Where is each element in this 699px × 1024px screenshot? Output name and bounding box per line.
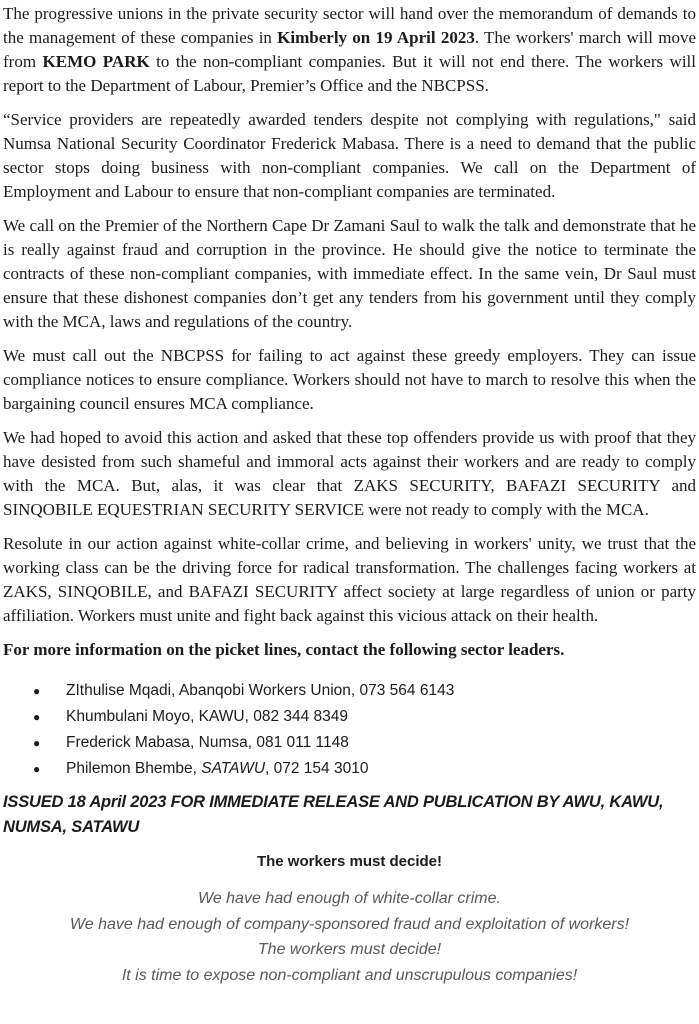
body-paragraph-5: We had hoped to avoid this action and asked that these top offenders provide us with proof that they have desisted from such shameful and immoral acts against their workers and are ready to comply with the MCA. But, alas, it was clear that ZAKS SECURITY, BAFAZI SECURITY and SINQOBILE EQUESTRIAN SECURITY SERVICE were not ready to comply with the MCA. — [3, 428, 696, 519]
bullet-icon: ● — [33, 736, 41, 750]
contact-item-4 — [3, 758, 696, 780]
contact-heading: For more information on the picket lines, contact the following sector leaders. — [3, 640, 565, 659]
contact-item-1 — [3, 680, 696, 702]
slogan-line-4: It is time to expose non-compliant and unscrupulous companies! — [121, 966, 578, 984]
body-paragraph-2: “Service providers are repeatedly awarded tenders despite not complying with regulations," said Numsa National Security Coordinator Frederick Mabasa. There is a need to demand that the public sector stops doing business with non-compliant companies. We call on the Department of Employment and Labour to ensure that non-compliant companies are terminated. — [3, 110, 696, 201]
contact-item-text: ZIthulise Mqadi, Abanqobi Workers Union, 073 564 6143 — [66, 682, 455, 699]
contact-item-text: Frederick Mabasa, Numsa, 081 011 1148 — [66, 734, 349, 751]
slogan-line-3: The workers must decide! — [257, 941, 442, 958]
contact-item-2 — [3, 706, 696, 728]
contact-item-3 — [3, 732, 696, 754]
contact-item-text: Khumbulani Moyo, KAWU, 082 344 8349 — [66, 708, 349, 725]
body-paragraph-6: Resolute in our action against white-collar crime, and believing in workers' unity, we trust that the working class can be the driving force for radical transformation. The challenges facing workers at ZAKS, SINQOBILE, and BAFAZI SECURITY affect society at large regardless of union or party affiliation. Workers must unite and fight back against this vicious attack on their health. — [3, 534, 696, 625]
bullet-icon: ● — [33, 684, 41, 698]
issued-statement: ISSUED 18 April 2023 FOR IMMEDIATE RELEASE AND PUBLICATION BY AWU, KAWU, NUMSA, SATAWU — [3, 793, 664, 836]
contact-item-text: Philemon Bhembe, SATAWU, 072 154 3010 — [66, 760, 369, 777]
slogan-line-1: We have had enough of white-collar crime. — [198, 890, 501, 907]
bullet-icon: ● — [33, 710, 41, 724]
bullet-icon: ● — [33, 762, 41, 776]
contact-list — [3, 680, 696, 780]
body-paragraph-4: We must call out the NBCPSS for failing to act against these greedy employers. They can issue compliance notices to ensure compliance. Workers should not have to march to resolve this when the bargaining council ensures MCA compliance. — [3, 346, 696, 413]
body-paragraph-1: The progressive unions in the private security sector will hand over the memorandum of demands to the management of these companies in Kimberly on 19 April 2023. The workers' march will move from KEMO PARK to the non-compliant companies. But it will not end there. The workers will report to the Department of Labour, Premier’s Office and the NBCPSS. — [3, 4, 696, 95]
body-paragraph-3: We call on the Premier of the Northern Cape Dr Zamani Saul to walk the talk and demonstrate that he is really against fraud and corruption in the province. He should give the notice to terminate the contracts of these non-compliant companies, with immediate effect. In the same vein, Dr Saul must ensure that these dishonest companies don’t get any tenders from his government until they comply with the MCA, laws and regulations of the country. — [3, 216, 696, 331]
slogan-heading: The workers must decide! — [256, 853, 443, 870]
press-release-page — [3, 2, 696, 988]
slogan-line-2: We have had enough of company-sponsored fraud and exploitation of workers! — [69, 915, 630, 933]
